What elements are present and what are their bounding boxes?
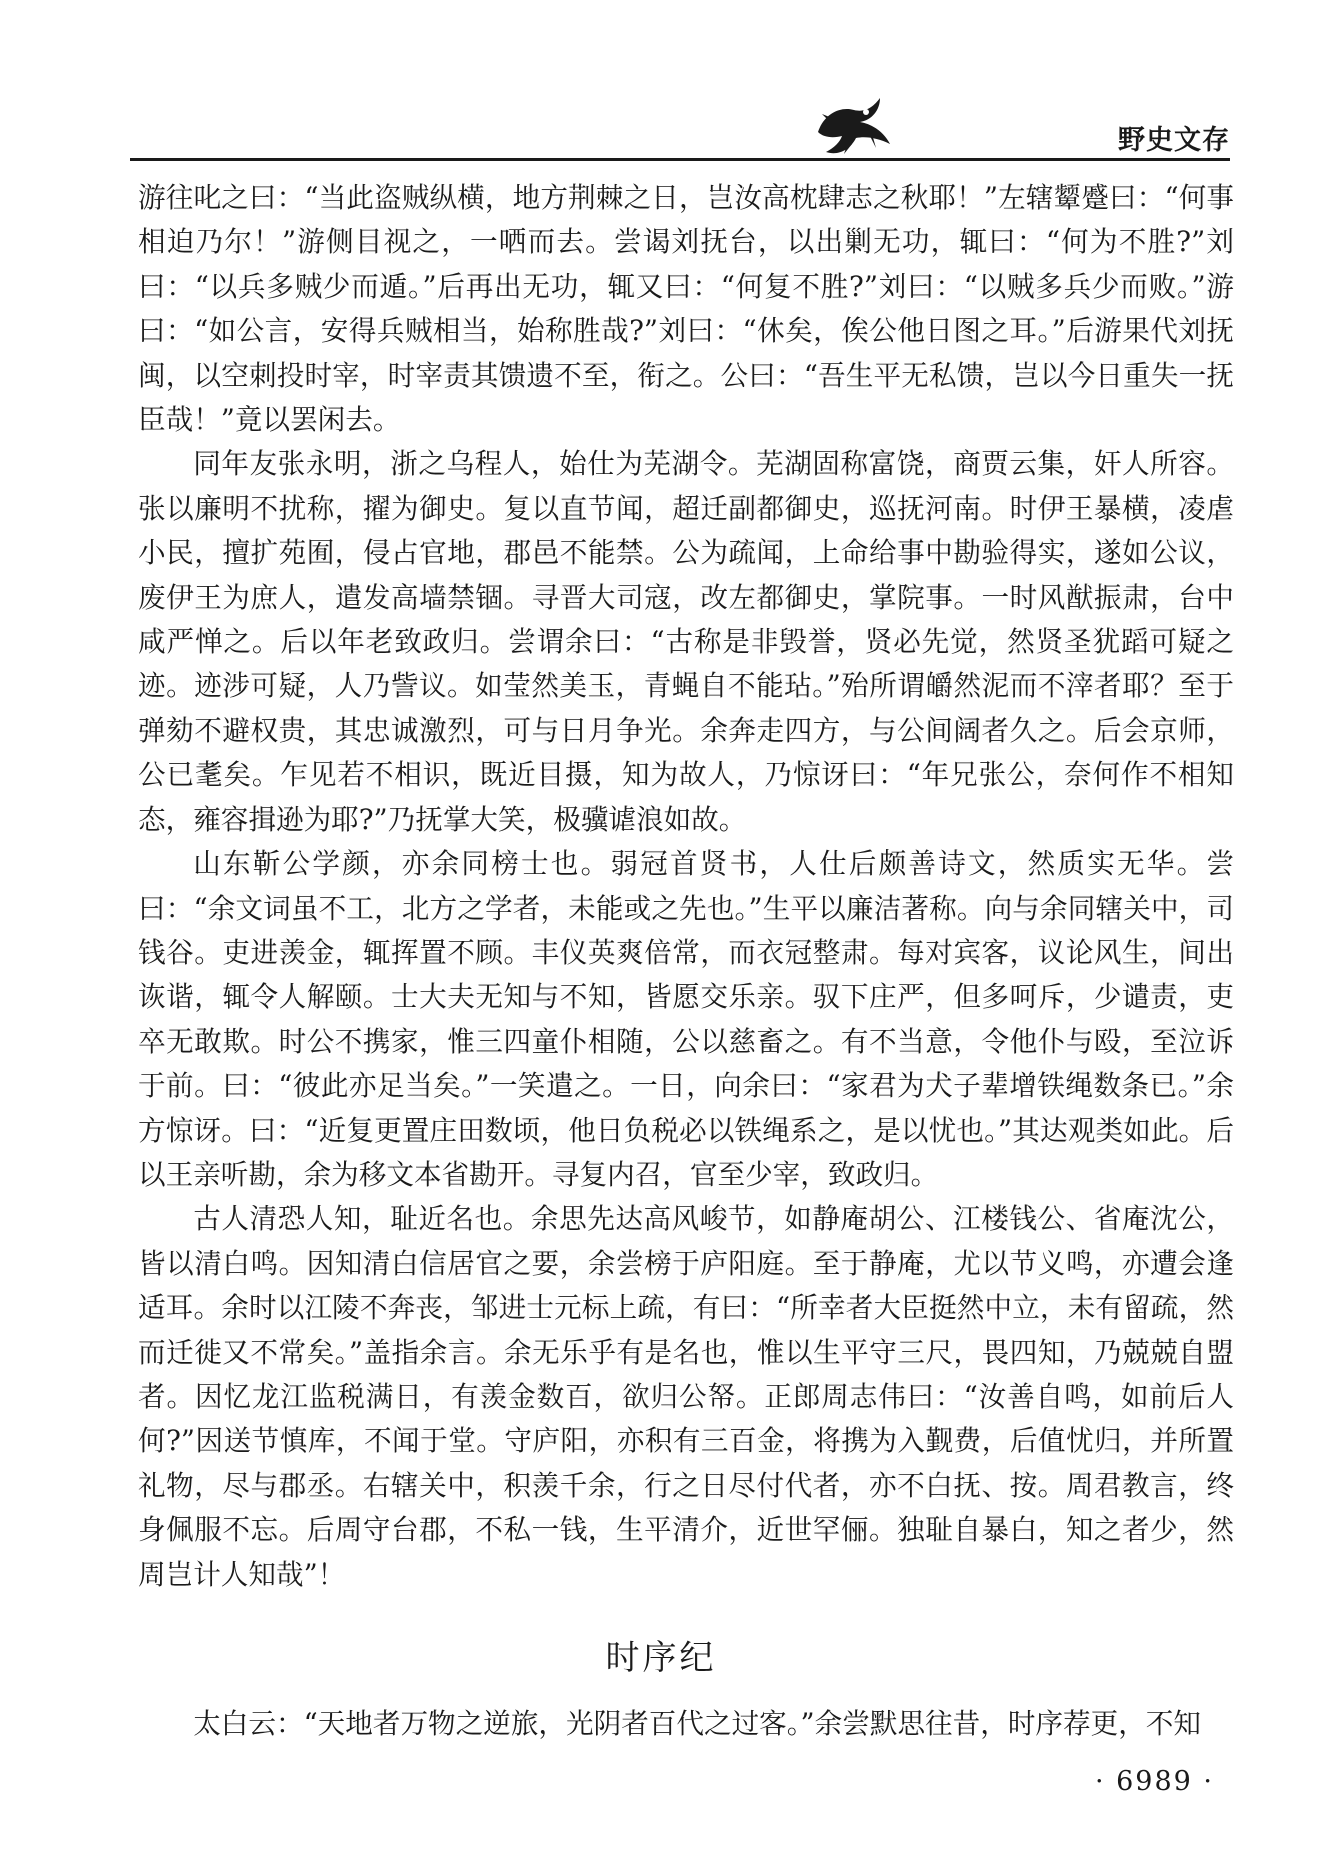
paragraph-3: 山东靳公学颜，亦余同榜士也。弱冠首贤书，人仕后颇善诗文，然质实无华。尝曰：“余文词虽不工，北方之学者，未能或之先也。”生平以廉洁著称。向与余同辖关中，司钱谷。吏进羡金，辄挥置不顾。丰仪英爽倍常，而衣冠整肃。每对宾客，议论风生，间出诙谐，辄令人解颐。士大夫无知与不知，皆愿交乐亲。驭下庄严，但多呵斥，少谴责，吏卒无敢欺。时公不携家，惟三四童仆相随，公以慈畜之。有不当意，令他仆与殴，至泣诉于前。曰：“彼此亦足当矣。”一笑遣之。一日，向余曰：“家君为犬子辈增铁绳数条已。”余方惊讶。曰：“近复更置庄田数顷，他日负税必以铁绳系之，是以忧也。”其达观类如此。后以王亲听勘，余为移文本省勘开。寻复内召，官至少宰，致政归。 (138, 847, 1234, 1191)
dragon-emblem-icon (810, 92, 896, 158)
paragraph-1: 游往叱之曰：“当此盗贼纵横，地方荆棘之日，岂汝高枕肆志之秋耶！”左辖颦蹙曰：“何事相迫乃尔！”游侧目视之，一哂而去。尝谒刘抚台，以出剿无功，辄曰：“何为不胜?”刘曰：“以兵多贼少而遁。”后再出无功，辄又曰：“何复不胜?”刘曰：“以贼多兵少而败。”游曰：“如公言，安得兵贼相当，始称胜哉?”刘曰：“休矣，俟公他日图之耳。”后游果代刘抚闽，以空刺投时宰，时宰责其馈遗不至，衔之。公曰：“吾生平无私馈，岂以今日重失一抚臣哉！”竟以罢闲去。 (138, 181, 1234, 437)
section-title: 时序纪 (605, 1638, 717, 1678)
series-title: 野史文存 (1118, 125, 1230, 156)
paragraph-4: 古人清恐人知，耻近名也。余思先达高风峻节，如静庵胡公、江楼钱公、省庵沈公，皆以清白鸣。因知清白信居官之要，余尝榜于庐阳庭。至于静庵，尤以节义鸣，亦遭会逢适耳。余时以江陵不奔丧，邹进士元标上疏，有曰：“所幸者大臣挺然中立，未有留疏，然而迁徙又不常矣。”盖指余言。余无乐乎有是名也，惟以生平守三尺，畏四知，乃兢兢自盟者。因忆龙江监税满日，有羡金数百，欲归公帑。正郎周志伟曰：“汝善自鸣，如前后人何?”因送节慎库，不闻于堂。守庐阳，亦积有三百金，将携为入觐费，后值忧归，并所置礼物，尽与郡丞。右辖关中，积羡千余，行之日尽付代者，亦不白抚、按。周君教言，终身佩服不忘。后周守台郡，不私一钱，生平清介，近世罕俪。独耻自暴白，知之者少，然周岂计人知哉”！ (138, 1202, 1234, 1591)
page-number: · 6989 · (1094, 1766, 1214, 1797)
header-rule (130, 158, 1230, 161)
body-text (138, 176, 1234, 1597)
section-first-line: 太白云：“天地者万物之逆旅，光阴者百代之过客。”余尝默思往昔，时序荐更，不知 (193, 1707, 1201, 1740)
paragraph-2: 同年友张永明，浙之乌程人，始仕为芜湖令。芜湖固称富饶，商贾云集，奸人所容。张以廉明不扰称，擢为御史。复以直节闻，超迁副都御史，巡抚河南。时伊王暴横，凌虐小民，擅扩苑囿，侵占官地，郡邑不能禁。公为疏闻，上命给事中勘验得实，遂如公议，废伊王为庶人，遣发高墙禁锢。寻晋大司寇，改左都御史，掌院事。一时风猷振肃，台中咸严惮之。后以年老致政归。尝谓余曰：“古称是非毁誉，贤必先觉，然贤圣犹蹈可疑之迹。迹涉可疑，人乃訾议。如莹然美玉，青蝇自不能玷。”殆所谓皭然泥而不滓者耶？至于弹劾不避权贵，其忠诚激烈，可与日月争光。余奔走四方，与公间阔者久之。后会京师，公已耄矣。乍见若不相识，既近目摄，知为故人，乃惊讶曰：“年兄张公，奈何作不相知态，雍容揖逊为耶?”乃抚掌大笑，极骥谑浪如故。 (138, 447, 1234, 836)
page-header (130, 92, 1230, 162)
